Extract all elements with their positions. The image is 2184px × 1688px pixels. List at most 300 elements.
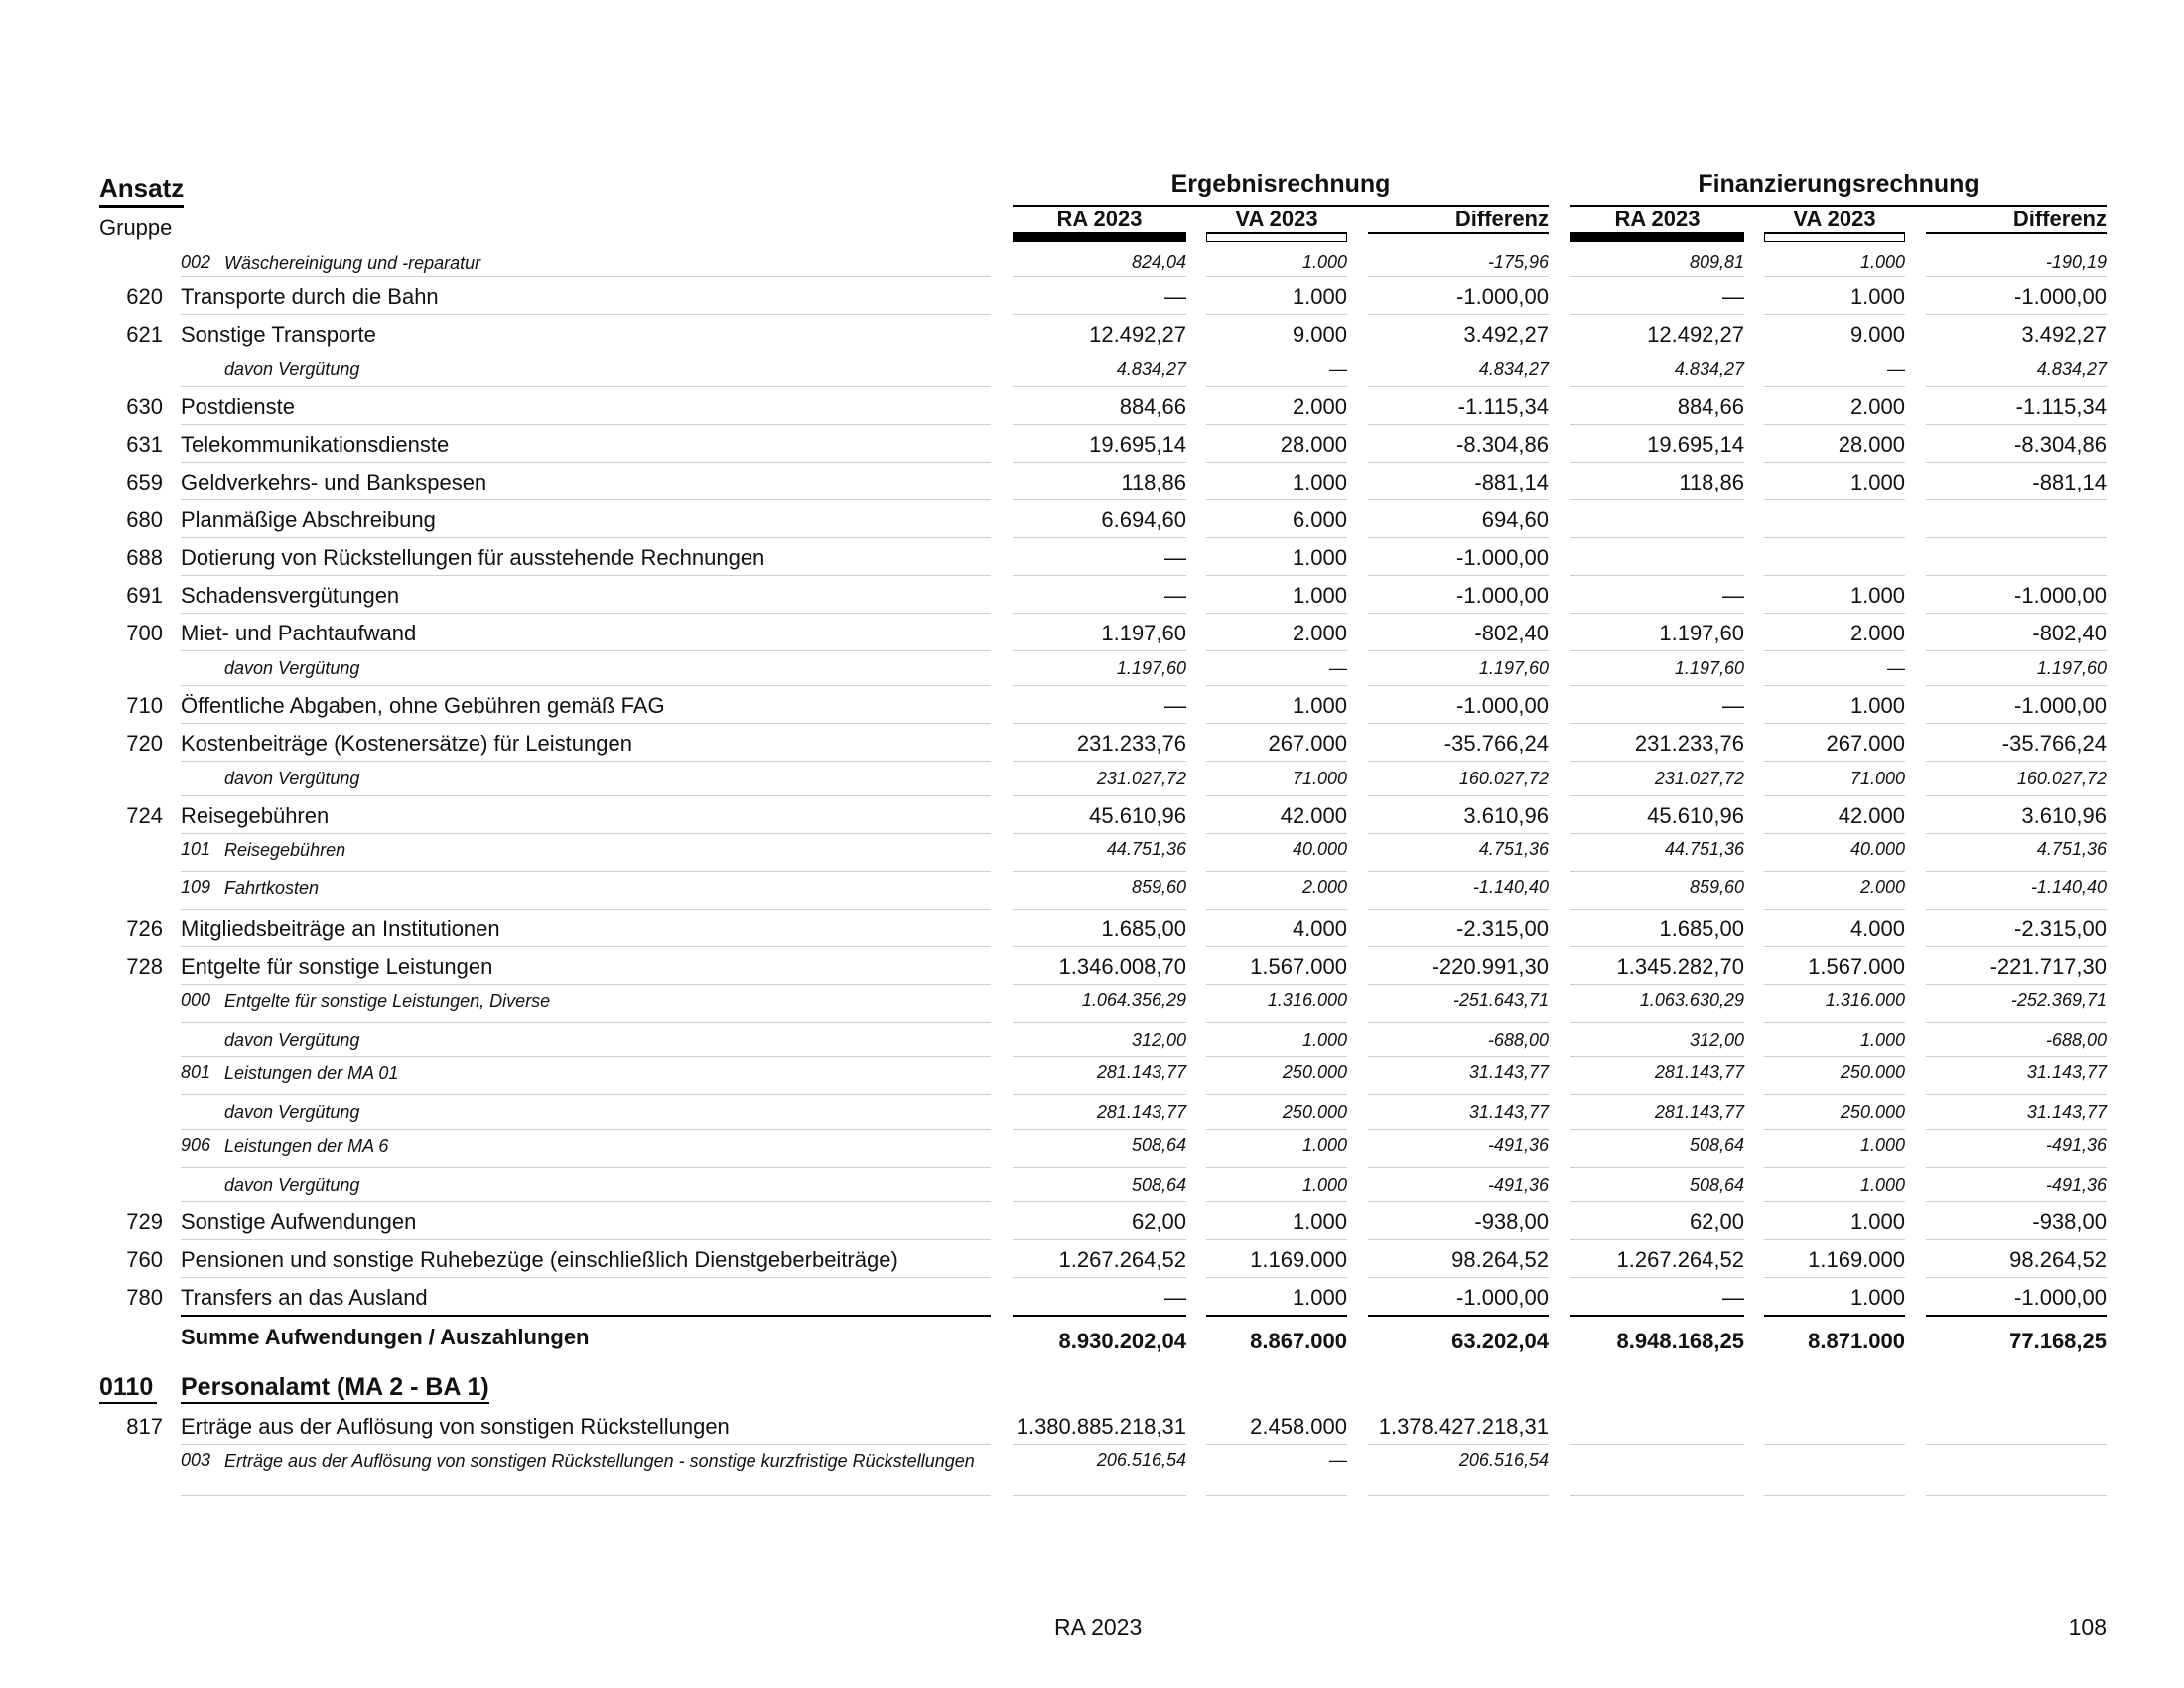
row-rule [181,575,991,576]
row-rule [1764,499,1905,500]
row-rule [1570,909,1744,910]
value-cell: 1.685,00 [1101,916,1186,941]
row-rule [1368,795,1549,796]
value-cell: 694,60 [1481,507,1549,532]
row-rule [1926,833,2107,834]
row-rule [1206,1239,1347,1240]
row-label: Sonstige Transporte [181,322,376,347]
row-rule [1206,537,1347,538]
row-rule [1570,424,1744,425]
row-rule [1764,1094,1905,1095]
finanzierungsrechnung-title: Finanzierungsrechnung [1698,170,1979,198]
value-cell: 206.516,54 [1458,1450,1549,1470]
value-cell: 1.000 [1849,583,1905,608]
row-rule [1013,650,1186,651]
column-header-rule [1926,232,2107,234]
row-label: Kostenbeiträge (Kostenersätze) für Leistungen [181,731,632,756]
row-rule [1206,946,1347,947]
row-rule [1926,1239,2107,1240]
row-rule [181,462,991,463]
value-cell: 809,81 [1689,252,1744,272]
row-rule [1206,650,1347,651]
value-cell: — [1329,1450,1347,1470]
row-rule [1368,1201,1549,1202]
value-cell: 1.000 [1859,1135,1905,1155]
row-rule [1206,685,1347,686]
ansatz-code: 691 [126,583,163,608]
row-rule [1926,723,2107,724]
row-label: davon Vergütung [224,658,360,678]
row-rule [1926,1129,2107,1130]
row-rule [1368,1129,1549,1130]
row-rule [1013,537,1186,538]
row-rule [1926,871,2107,872]
value-cell: 1.267.264,52 [1616,1247,1744,1272]
value-cell: 31.143,77 [2026,1062,2107,1082]
row-rule [181,723,991,724]
row-rule [1368,1056,1549,1057]
row-rule [1764,761,1905,762]
row-rule [1570,1239,1744,1240]
row-rule [181,871,991,872]
value-cell: 9.000 [1292,322,1347,347]
ansatz-code: 710 [126,693,163,718]
value-cell: 4.000 [1292,916,1347,941]
row-rule [1926,909,2107,910]
column-header-rule [1368,232,1549,234]
row-rule [181,795,991,796]
row-rule [1368,537,1549,538]
value-cell: 4.000 [1849,916,1905,941]
row-rule [1013,909,1186,910]
row-rule [181,685,991,686]
value-cell: -1.000,00 [1456,1285,1549,1310]
column-header: VA 2023 [1793,207,1876,231]
row-label: Planmäßige Abschreibung [181,507,436,532]
value-cell: 1.197,60 [1116,658,1186,678]
value-cell: 1.000 [1292,545,1347,570]
value-cell: 231.027,72 [1096,769,1186,788]
row-rule [1368,871,1549,872]
value-cell: 8.867.000 [1250,1329,1347,1353]
value-cell: 1.567.000 [1808,954,1905,979]
value-cell: 1.345.282,70 [1616,954,1744,979]
column-header: Differenz [1454,207,1549,231]
value-cell: -688,00 [2045,1030,2107,1050]
value-cell: 281.143,77 [1654,1062,1744,1082]
row-rule [1013,613,1186,614]
row-rule [1013,1444,1186,1445]
row-rule [1764,1022,1905,1023]
davon-row [0,652,2184,687]
value-cell: 4.834,27 [2036,359,2107,379]
row-rule [181,314,991,315]
row-rule [1764,1167,1905,1168]
row-rule [1926,685,2107,686]
row-label: Transporte durch die Bahn [181,284,439,309]
value-cell: 508,64 [1131,1175,1186,1195]
footer-label: RA 2023 [1054,1615,1143,1640]
row-rule [1926,314,2107,315]
row-rule [1570,650,1744,651]
row-rule [1926,1495,2107,1496]
row-rule [1764,1277,1905,1278]
value-cell: 2.000 [1849,621,1905,645]
row-rule [1570,276,1744,277]
value-cell: 1.000 [1849,1209,1905,1234]
value-cell: 2.000 [1292,394,1347,419]
value-cell: -220.991,30 [1432,954,1549,979]
value-cell: 6.000 [1292,507,1347,532]
row-rule [1368,1444,1549,1445]
value-cell: -1.000,00 [2014,693,2107,718]
value-cell: 281.143,77 [1654,1102,1744,1122]
sub-code: 109 [181,877,211,897]
row-rule [1206,833,1347,834]
value-cell: — [1329,359,1347,379]
row-rule [1926,537,2107,538]
value-cell: 118,86 [1679,470,1744,494]
row-rule [181,1129,991,1130]
value-cell: 1.000 [1301,1175,1347,1195]
row-rule [1013,386,1186,387]
sub-row [0,1446,2184,1497]
value-cell: 1.000 [1301,1030,1347,1050]
row-label: Wäschereinigung und -reparatur [224,253,481,273]
sub-code: 101 [181,839,211,859]
row-rule [1368,386,1549,387]
row-rule [1206,575,1347,576]
row-label: Erträge aus der Auflösung von sonstigen Rückstellungen - sonstige kurzfristige Rückstellungen [224,1451,975,1471]
row-rule [181,1495,991,1496]
value-cell: -190,19 [2045,252,2107,272]
value-cell: 160.027,72 [1458,769,1549,788]
value-cell: 267.000 [1268,731,1347,756]
value-cell: 9.000 [1849,322,1905,347]
value-cell: -938,00 [2032,1209,2107,1234]
value-cell: -491,36 [2045,1135,2107,1155]
row-rule [1368,462,1549,463]
row-rule [1570,685,1744,686]
row-label: Dotierung von Rückstellungen für ausstehende Rechnungen [181,545,765,570]
value-cell: 1.197,60 [1674,658,1744,678]
row-label: Geldverkehrs- und Bankspesen [181,470,487,494]
row-rule [1764,1056,1905,1057]
row-rule [1013,1201,1186,1202]
value-cell: 12.492,27 [1089,322,1186,347]
value-cell: 62,00 [1689,1209,1744,1234]
ansatz-code: 817 [126,1414,163,1439]
value-cell: — [1164,284,1186,309]
value-cell: -1.000,00 [1456,545,1549,570]
row-rule [1764,795,1905,796]
value-cell: 1.063.630,29 [1639,990,1744,1010]
row-label: Pensionen und sonstige Ruhebezüge (einschließlich Dienstgeberbeiträge) [181,1247,898,1272]
value-cell: 3.492,27 [1463,322,1549,347]
value-cell: 1.000 [1301,1135,1347,1155]
row-rule [1570,1094,1744,1095]
value-cell: 231.027,72 [1654,769,1744,788]
row-rule [181,424,991,425]
row-rule [1013,575,1186,576]
row-rule [1570,1444,1744,1445]
row-rule [1570,575,1744,576]
row-rule [1206,1495,1347,1496]
row-rule [1926,575,2107,576]
sub-row [0,986,2184,1024]
value-cell: 1.000 [1292,1209,1347,1234]
value-cell: 1.064.356,29 [1081,990,1186,1010]
row-rule [1368,723,1549,724]
ansatz-code: 726 [126,916,163,941]
value-cell: -881,14 [2032,470,2107,494]
row-rule [1368,1167,1549,1168]
row-rule [1013,761,1186,762]
row-rule [1926,499,2107,500]
row-rule [181,1444,991,1445]
row-rule [1013,723,1186,724]
value-cell: — [1164,1285,1186,1310]
sub-code: 000 [181,990,211,1010]
row-rule [1570,1277,1744,1278]
value-cell: 2.000 [1849,394,1905,419]
row-rule [1368,424,1549,425]
row-rule [1570,946,1744,947]
row-rule [1206,1444,1347,1445]
value-cell: 40.000 [1292,839,1347,859]
value-cell: 312,00 [1689,1030,1744,1050]
ansatz-code: 728 [126,954,163,979]
row-rule [1206,386,1347,387]
value-cell: -252.369,71 [2010,990,2107,1010]
value-cell: 1.197,60 [1101,621,1186,645]
va-marker-bar [1764,233,1905,242]
row-rule [1013,871,1186,872]
value-cell: 8.871.000 [1808,1329,1905,1353]
row-label: Summe Aufwendungen / Auszahlungen [181,1325,590,1349]
value-cell: 12.492,27 [1647,322,1744,347]
value-cell: -2.315,00 [2014,916,2107,941]
row-label: davon Vergütung [224,769,360,788]
value-cell: — [1722,1285,1744,1310]
sum-row [0,1317,2184,1364]
row-rule [1206,795,1347,796]
value-cell: — [1164,583,1186,608]
row-rule [1926,761,2107,762]
row-rule [1206,462,1347,463]
row-rule [1570,1495,1744,1496]
row-rule [1206,424,1347,425]
value-cell: 281.143,77 [1096,1102,1186,1122]
value-cell: -688,00 [1487,1030,1549,1050]
davon-row [0,353,2184,388]
value-cell: -1.000,00 [1456,284,1549,309]
row-rule [181,909,991,910]
row-rule [1926,1094,2107,1095]
row-rule [1368,613,1549,614]
value-cell: -491,36 [2045,1175,2107,1195]
row-label: Postdienste [181,394,295,419]
row-rule [1764,946,1905,947]
table-row [0,1279,2184,1317]
ansatz-header: Ansatz [99,173,184,208]
table-row [0,615,2184,652]
row-rule [181,1022,991,1023]
value-cell: 6.694,60 [1101,507,1186,532]
row-rule [1764,462,1905,463]
value-cell: — [1887,359,1905,379]
row-rule [1764,386,1905,387]
row-rule [1764,1239,1905,1240]
row-rule [1013,499,1186,500]
row-rule [1206,723,1347,724]
row-label: Mitgliedsbeiträge an Institutionen [181,916,500,941]
sub-row [0,835,2184,873]
value-cell: 2.000 [1859,877,1905,897]
row-rule [1206,1094,1347,1095]
row-rule [1013,424,1186,425]
row-rule [181,1094,991,1095]
value-cell: 1.685,00 [1659,916,1744,941]
value-cell: -491,36 [1487,1175,1549,1195]
row-rule [1570,833,1744,834]
row-rule [1570,984,1744,985]
value-cell: 250.000 [1282,1062,1347,1082]
row-rule [1368,1277,1549,1278]
row-rule [1013,276,1186,277]
table-row [0,316,2184,353]
row-rule [1206,1129,1347,1130]
row-rule [1764,871,1905,872]
value-cell: 42.000 [1280,803,1347,828]
value-cell: 1.000 [1292,583,1347,608]
ergebnisrechnung-title: Ergebnisrechnung [1170,170,1391,198]
table-row [0,911,2184,948]
row-rule [1368,314,1549,315]
row-rule [1206,276,1347,277]
row-rule [1764,276,1905,277]
row-rule [1570,613,1744,614]
value-cell: 28.000 [1280,432,1347,457]
row-rule [181,650,991,651]
row-rule [1570,499,1744,500]
value-cell: 250.000 [1840,1062,1905,1082]
value-cell: 45.610,96 [1647,803,1744,828]
row-rule [1764,723,1905,724]
row-rule [1764,685,1905,686]
sub-code: 003 [181,1450,211,1470]
value-cell: 28.000 [1838,432,1905,457]
value-cell: 1.000 [1292,693,1347,718]
ansatz-code: 630 [126,394,163,419]
ansatz-code: 780 [126,1285,163,1310]
row-rule [181,1239,991,1240]
value-cell: -881,14 [1474,470,1549,494]
row-rule [181,1201,991,1202]
value-cell: 71.000 [1292,769,1347,788]
value-cell: 1.378.427.218,31 [1378,1414,1549,1439]
ansatz-code: 729 [126,1209,163,1234]
value-cell: -1.140,40 [2030,877,2107,897]
sub-row [0,873,2184,911]
value-cell: — [1164,693,1186,718]
row-rule [1013,462,1186,463]
row-label: davon Vergütung [224,1102,360,1122]
table-row [0,725,2184,763]
value-cell: 118,86 [1121,470,1186,494]
value-cell: -221.717,30 [1989,954,2107,979]
value-cell: 1.197,60 [2036,658,2107,678]
value-cell: — [1887,658,1905,678]
row-rule [1368,1022,1549,1023]
row-rule [1368,575,1549,576]
value-cell: 1.000 [1849,1285,1905,1310]
table-row [0,426,2184,464]
row-label: Öffentliche Abgaben, ohne Gebühren gemäß FAG [181,693,665,718]
row-rule [181,833,991,834]
value-cell: 859,60 [1689,877,1744,897]
value-cell: 1.000 [1292,1285,1347,1310]
table-row [0,948,2184,986]
row-rule [1368,685,1549,686]
row-rule [1206,499,1347,500]
table-row [0,388,2184,426]
row-rule [1206,871,1347,872]
value-cell: 508,64 [1131,1135,1186,1155]
row-rule [1368,833,1549,834]
row-rule [1570,314,1744,315]
row-rule [1368,499,1549,500]
value-cell: 160.027,72 [2016,769,2107,788]
value-cell: 44.751,36 [1664,839,1744,859]
table-row [0,1241,2184,1279]
row-rule [1013,685,1186,686]
value-cell: 19.695,14 [1647,432,1744,457]
value-cell: 4.751,36 [2036,839,2107,859]
value-cell: 281.143,77 [1096,1062,1186,1082]
value-cell: 250.000 [1840,1102,1905,1122]
column-header: Differenz [2012,207,2107,231]
row-rule [1570,1201,1744,1202]
column-header: RA 2023 [1614,207,1701,231]
value-cell: — [1164,545,1186,570]
row-rule [1926,946,2107,947]
row-rule [1206,1022,1347,1023]
value-cell: 231.233,76 [1076,731,1186,756]
section-title: Personalamt (MA 2 - BA 1) [181,1372,489,1404]
ansatz-code: 724 [126,803,163,828]
value-cell: 63.202,04 [1451,1329,1549,1353]
row-rule [1926,1056,2107,1057]
row-rule [1206,984,1347,985]
ansatz-code: 760 [126,1247,163,1272]
value-cell: 1.380.885.218,31 [1016,1414,1186,1439]
row-rule [1570,871,1744,872]
value-cell: 8.930.202,04 [1058,1329,1186,1353]
column-header: RA 2023 [1056,207,1143,231]
ansatz-code: 680 [126,507,163,532]
value-cell: 4.834,27 [1116,359,1186,379]
value-cell: 62,00 [1131,1209,1186,1234]
ansatz-code: 688 [126,545,163,570]
row-rule [1368,276,1549,277]
value-cell: 206.516,54 [1096,1450,1186,1470]
value-cell: -1.140,40 [1472,877,1549,897]
value-cell: 884,66 [1677,394,1744,419]
column-header: VA 2023 [1235,207,1318,231]
value-cell: 1.000 [1849,693,1905,718]
row-label: Entgelte für sonstige Leistungen, Diverse [224,991,551,1011]
